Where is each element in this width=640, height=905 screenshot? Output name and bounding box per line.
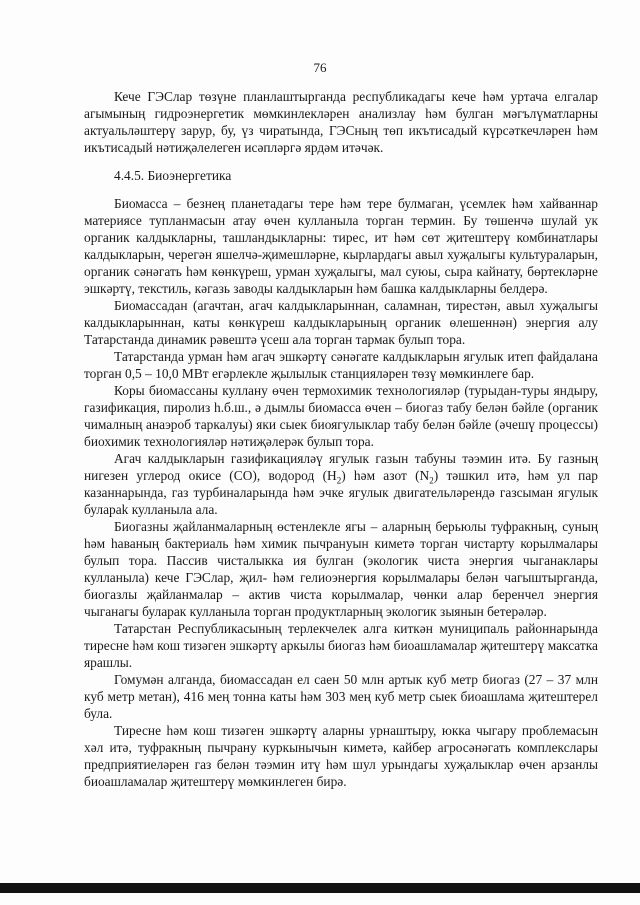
paragraph-biogas-advantage: Биогазны җайланмаларның өстенлекле ягы – аларның берьюлы туфракның, суның һәм һаваның бактериаль һәм химик пычрануын киметә торган чистарту корылмалары булып тора. Пассив чисталыкка ия булган (экологик чиста энергия чыганаклары кулланыла) кече ГЭСлар, җил- һәм гелиоэнергия корылмалары белән чагыштырганда, биогазлы җайланмалар – актив чиста корылмалар, чөнки алар беренчел энергия чыганагы буларак кулланыла торган продуктларның экологик зыянын бетерәләр.	[84, 519, 598, 619]
paragraph-biogas-volume: Гомумән алганда, биомассадан ел саен 50 млн артык куб метр биогаз (27 – 37 млн куб метр метан), 416 мең тонна каты һәм 303 мең куб метр сыек биоашлама җитештерел була.	[84, 672, 598, 721]
h2-subscript: 2	[336, 475, 342, 486]
gasification-text-2: ) һәм азот (N	[341, 468, 430, 483]
paragraph-gasification	[84, 450, 598, 518]
intro-paragraph: Кече ГЭСлар төзүне планлаштырганда республикадагы кече һәм уртача елгалар агымының гидроэнергетик мөмкинлекләрен анализлау һәм булган мәгълүматларны актуальләштерү зарур, бу, үз чиратында, ГЭСның төп икътисадый күрсәткечләрен һәм икътисадый нәтиҗәлелеген исәпләргә ярдәм итәчәк.	[84, 89, 598, 155]
paragraph-biomass-definition: Биомасса – безнең планетадагы тере һәм тере булмаган, үсемлек һәм хайваннар материясе тупланмасын атау өчен кулланыла торган термин. Бу төшенчә шулай ук органик калдыкларны, ташландыкларны: тирес, ит һәм сөт җитештерү комбинатлары калдыкларын, черегән яшелчә-җимешләрне, кырлардагы авыл хуҗалыгы культураларын, органик сәнәгать һәм көнкүреш, урман хуҗалыгы, мал суюы, сыра кайнату, бөртекләрне эшкәртү, текстиль, кәгазь заводы калдыкларын һәм башка калдыкларны белдерә.	[84, 196, 598, 296]
paragraph-biomass-energy: Биомассадан (агачтан, агач калдыкларыннан, саламнан, тирестән, авыл хуҗалыгы калдыкларыннан, каты көнкүреш калдыкларының органик өлешеннән) энергия алу Татарстанда динамик рәвештә үсеш ала торган тармак булып тора.	[84, 298, 598, 347]
section-heading: 4.4.5. Биоэнергетика	[114, 168, 232, 183]
scan-bottom-bar	[0, 883, 640, 893]
paragraph-manure-processing: Тиресне һәм кош тизәген эшкәртү аларны урнаштыру, юкка чыгару проблемасын хәл итә, туфракның пычрану куркынычын киметә, кайбер агросәнәгать комплекслары предприятиеләрен газ белән тәэмин итү һәм шул урындагы хуҗалыклар өчен арзанлы биоашламалар җитештерү мөмкинлеген бирә.	[84, 723, 598, 789]
gasification-text-3: ) тәшкил итә, һәм ул пар казаннарында, газ турбиналарында һәм эчке ягулык двигательләрендә газсыман ягулык булараk кулланыла ала.	[84, 468, 598, 517]
page-number: 76	[313, 60, 327, 75]
paragraph-tatarstan-districts: Татарстан Республикасының терлекчелек алга киткән муниципаль районнарында тиресне һәм кош тизәген эшкәртү аркылы биогаз һәм биоашламалар җитештерү максатка ярашлы.	[84, 621, 598, 670]
paragraph-technologies: Коры биомассаны куллану өчен термохимик технологияләр (турыдан-туры яндыру, газификация, пиролиз һ.б.ш., ә дымлы биомасса өчен – биогаз табу белән бәйле (органик чималның анаэроб таркалуы) яки сыек биоягулыклар табу белән бәйле (әчешү процессы) биохимик технологияләр нәтиҗәлерәк булып тора.	[84, 383, 598, 449]
n2-subscript: 2	[429, 475, 434, 486]
gasification-text-1: Агач калдыкларын газификацияләү ягулык газын табуны тәэмин итә. Бу газның нигезен углерод окисе (CO), водород (H	[84, 451, 598, 483]
paragraph-heat-stations: Татарстанда урман һәм агач эшкәртү сәнәгате калдыкларын ягулык итеп файдалана торган 0,5 – 10,0 МВт егәрлекле җылылык станцияләрен төзү мөмкинлеге бар.	[84, 349, 598, 381]
page-content	[84, 88, 598, 790]
